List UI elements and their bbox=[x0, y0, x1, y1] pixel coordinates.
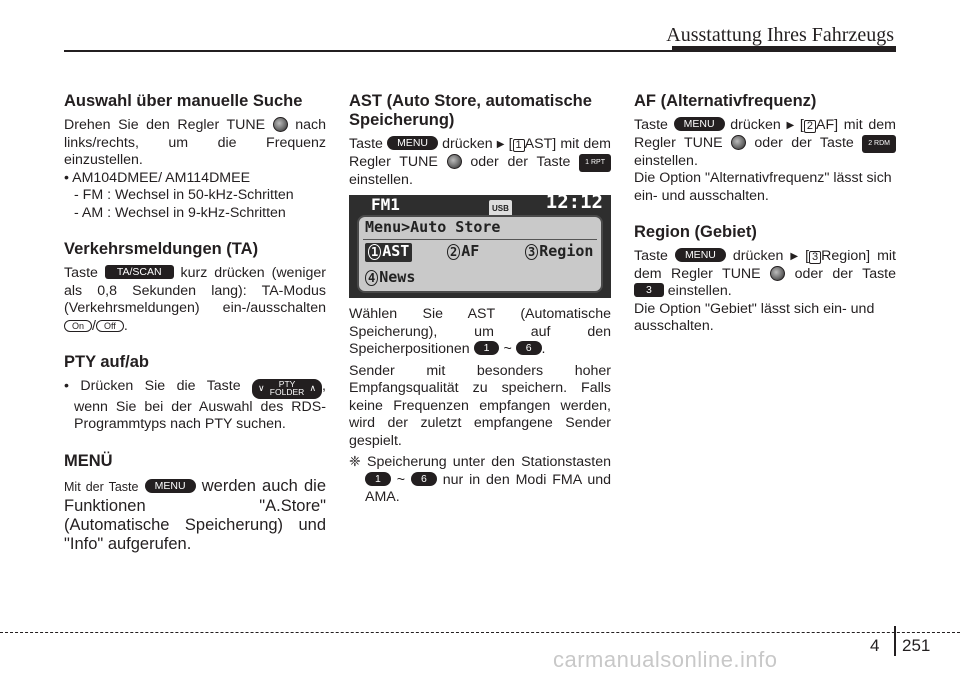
text: AF] mit dem Regler TUNE bbox=[634, 117, 896, 151]
radio-display-screenshot bbox=[349, 195, 611, 298]
ast-paragraph bbox=[349, 136, 611, 189]
pty-bullet bbox=[64, 378, 326, 434]
chapter-number: 4 bbox=[870, 636, 880, 655]
menu-paragraph bbox=[64, 477, 326, 554]
text: AST] mit dem Regler TUNE bbox=[349, 136, 611, 170]
item-label: News bbox=[379, 268, 416, 286]
item-label: AST bbox=[382, 242, 410, 260]
display-item-news bbox=[365, 269, 415, 288]
section-heading-pty: PTY auf/ab bbox=[64, 353, 149, 371]
item-label: Region bbox=[539, 242, 594, 260]
display-band: FM1 bbox=[371, 195, 400, 214]
text: kurz drücken (weniger als 0,8 Sekunden lang): TA-Modus (Verkehrsmeldungen) ein-/ausschalten bbox=[64, 265, 326, 316]
folder-label: FOLDER bbox=[269, 387, 305, 397]
display-menu-title: Menu>Auto Store bbox=[365, 218, 501, 236]
text: Region] mit dem Regler TUNE bbox=[634, 248, 896, 282]
item-number: 3 bbox=[525, 244, 538, 260]
text: [ bbox=[799, 117, 804, 133]
section-heading-region: Region (Gebiet) bbox=[634, 223, 757, 241]
text: . bbox=[123, 317, 128, 334]
text: Taste bbox=[64, 265, 98, 281]
arrow-right-icon: ▶ bbox=[786, 120, 795, 131]
key-1-icon: 1 bbox=[513, 139, 525, 152]
text: oder der Taste bbox=[794, 265, 897, 282]
display-item-ast bbox=[365, 243, 412, 262]
bullet-fm-step: - FM : Wechsel in 50-kHz-Schritten bbox=[74, 187, 294, 203]
text: ~ bbox=[503, 341, 512, 357]
menu-button-icon: MENU bbox=[387, 136, 438, 150]
display-item-region bbox=[525, 243, 593, 262]
page-header-title: Ausstattung Ihres Fahrzeugs bbox=[666, 24, 894, 46]
off-button-icon: Off bbox=[96, 320, 124, 332]
ta-paragraph bbox=[64, 265, 326, 335]
text: / bbox=[92, 317, 96, 334]
text: werden auch die Funktionen "A.Store" (Automatische Speicherung) und "Info" aufgerufen. bbox=[64, 476, 326, 553]
key-2-icon: 2 bbox=[804, 120, 816, 133]
preset-1-button-icon: 1 bbox=[474, 341, 500, 355]
display-status-bar bbox=[349, 195, 611, 215]
text: [ bbox=[508, 136, 513, 152]
item-number: 4 bbox=[365, 270, 378, 286]
text: drücken bbox=[442, 136, 493, 152]
tune-knob-icon bbox=[447, 154, 462, 169]
pty-label: PTY bbox=[278, 378, 296, 389]
text: Taste bbox=[349, 136, 383, 152]
text: , wenn Sie bei der Auswahl des RDS-Programmtyps nach PTY suchen. bbox=[74, 378, 326, 432]
text: Taste bbox=[634, 248, 668, 264]
text: oder der Taste bbox=[754, 134, 854, 151]
bullet-am-step: - AM : Wechsel in 9-kHz-Schritten bbox=[74, 204, 286, 221]
ast-note bbox=[349, 454, 611, 507]
text: • Drücken Sie die Taste bbox=[64, 378, 241, 394]
section-heading-manual-search: Auswahl über manuelle Suche bbox=[64, 92, 303, 110]
column-right bbox=[634, 92, 896, 336]
watermark: carmanualsonline.info bbox=[553, 647, 778, 672]
text: Taste bbox=[634, 117, 668, 133]
ast-select-paragraph bbox=[349, 306, 611, 359]
display-clock: 12:12 bbox=[545, 195, 603, 213]
text: einstellen. bbox=[634, 152, 698, 169]
text: ❈ Speicherung unter den Stationstasten bbox=[349, 454, 611, 470]
menu-button-icon: MENU bbox=[145, 479, 196, 493]
af-paragraph bbox=[634, 117, 896, 170]
on-button-icon: On bbox=[64, 320, 92, 332]
text: ~ bbox=[396, 471, 406, 488]
text: Drehen Sie den Regler TUNE bbox=[64, 117, 266, 133]
arrow-right-icon: ▶ bbox=[790, 251, 799, 262]
tune-knob-icon bbox=[770, 266, 785, 281]
text: . bbox=[541, 341, 546, 357]
key-3-icon: 3 bbox=[809, 251, 821, 264]
tune-knob-icon bbox=[731, 135, 746, 150]
display-menu-panel bbox=[357, 215, 603, 293]
item-number: 1 bbox=[368, 244, 381, 260]
text: nach links/rechts, um die Frequenz einzustellen. bbox=[64, 117, 326, 168]
region-paragraph bbox=[634, 248, 896, 301]
text: oder der Taste bbox=[470, 153, 571, 170]
ast-quality-paragraph: Sender mit besonders hoher Empfangsqualität zu speichern. Falls keine Frequenzen empfangen werden, wird der zuletzt empfangene Sender gespielt. bbox=[349, 362, 611, 449]
text: drücken bbox=[732, 248, 784, 264]
item-number: 2 bbox=[447, 244, 460, 260]
region-toggle-paragraph: Die Option "Gebiet" lässt sich ein- und ausschalten. bbox=[634, 300, 875, 334]
column-middle bbox=[349, 92, 611, 507]
manual-search-paragraph bbox=[64, 117, 326, 170]
text: Mit der Taste bbox=[64, 479, 139, 494]
menu-button-icon: MENU bbox=[674, 117, 725, 131]
text: nur in den Modi FMA und AMA. bbox=[365, 471, 611, 505]
preset-1-button-icon: 1 bbox=[365, 472, 391, 486]
preset-3-button-icon: 3 bbox=[634, 283, 664, 297]
header-rule-accent bbox=[672, 46, 896, 52]
text: einstellen. bbox=[667, 283, 732, 299]
item-label: AF bbox=[461, 242, 480, 260]
tune-knob-icon bbox=[273, 117, 288, 132]
ta-scan-button-icon: TA/SCAN bbox=[105, 265, 174, 279]
preset-6-button-icon: 6 bbox=[516, 341, 542, 355]
footer-rule bbox=[0, 632, 960, 633]
two-rdm-button-icon: 2 RDM bbox=[862, 135, 896, 153]
pty-folder-button-icon: ∨ PTY FOLDER ∧ bbox=[252, 379, 322, 399]
display-usb-badge: USB bbox=[489, 200, 512, 218]
section-heading-af: AF (Alternativfrequenz) bbox=[634, 92, 817, 110]
bullet-model: • AM104DMEE/ AM114DMEE bbox=[64, 169, 251, 186]
section-heading-ast: AST (Auto Store, automatische Speicherung) bbox=[349, 92, 592, 129]
text: drücken bbox=[730, 117, 781, 133]
text: [ bbox=[805, 248, 810, 264]
preset-6-button-icon: 6 bbox=[411, 472, 437, 486]
page-number: 251 bbox=[902, 636, 931, 655]
arrow-right-icon: ▶ bbox=[496, 139, 505, 150]
menu-button-icon: MENU bbox=[675, 248, 726, 262]
section-heading-menu: MENÜ bbox=[64, 451, 113, 470]
text: Wählen Sie AST (Automatische Speicherung), um auf den Speicherpositionen bbox=[349, 306, 611, 357]
section-heading-ta: Verkehrsmeldungen (TA) bbox=[64, 240, 259, 258]
column-left bbox=[64, 92, 326, 554]
display-item-af bbox=[447, 243, 479, 262]
footer-divider bbox=[894, 626, 896, 656]
text: einstellen. bbox=[349, 171, 413, 188]
af-toggle-paragraph: Die Option "Alternativfrequenz" lässt sich ein- und ausschalten. bbox=[634, 170, 892, 204]
one-rpt-button-icon: 1 RPT bbox=[579, 154, 611, 172]
